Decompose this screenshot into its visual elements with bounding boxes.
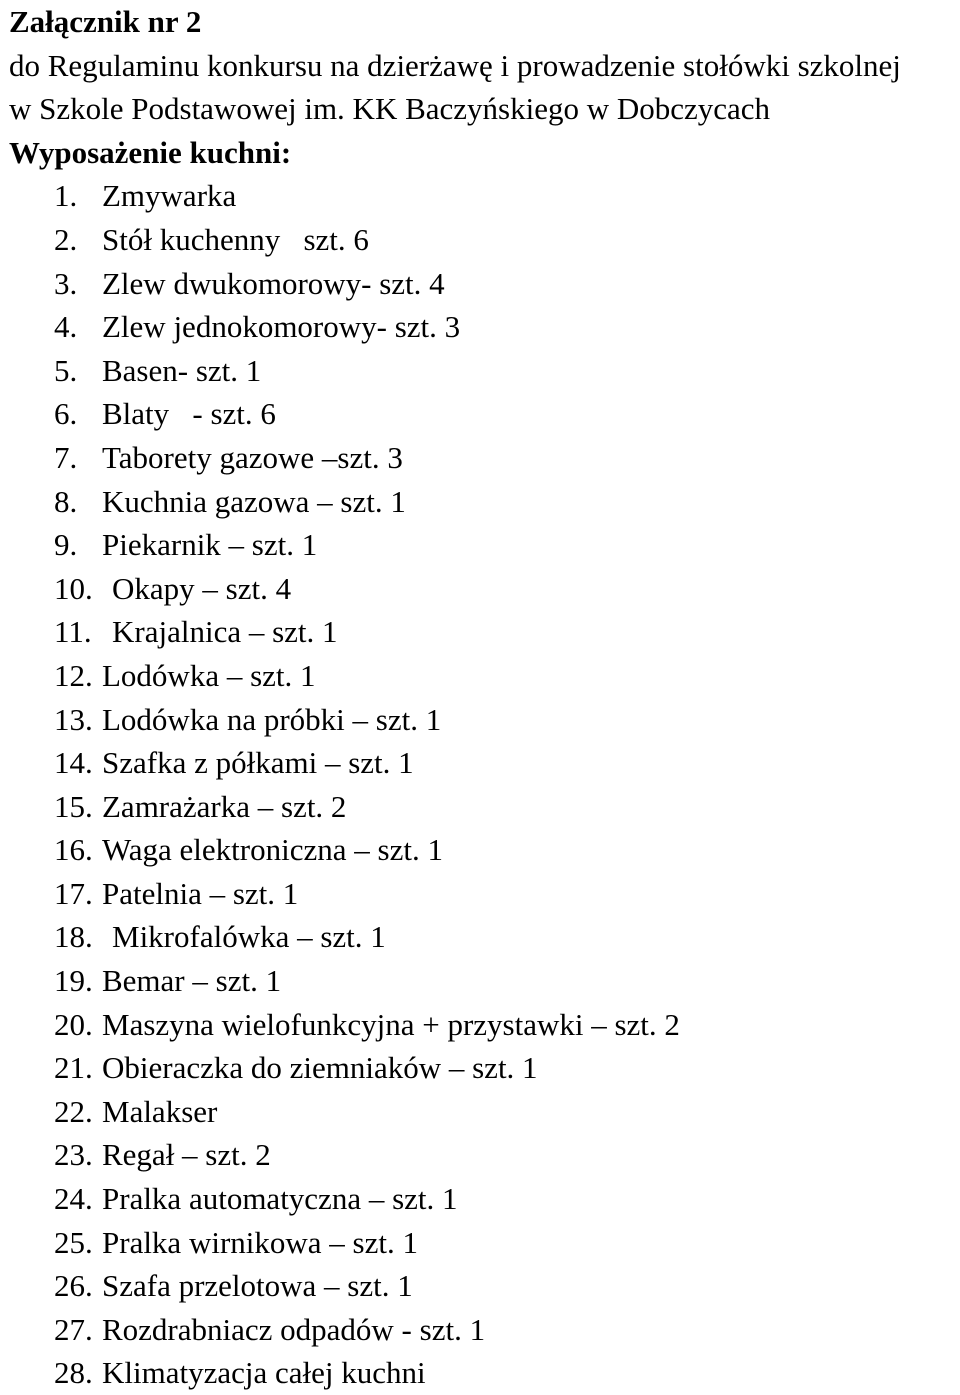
- item-text: Taborety gazowe –szt. 3: [102, 439, 403, 475]
- item-number: 23.: [54, 1137, 93, 1173]
- item-text: Okapy – szt. 4: [112, 570, 292, 606]
- list-item: [9, 610, 954, 654]
- item-number: 10.: [54, 570, 93, 606]
- item-number: 11.: [54, 614, 92, 650]
- list-item: [9, 1177, 954, 1221]
- document-page: [9, 0, 954, 1395]
- item-text: Szafka z półkami – szt. 1: [102, 745, 414, 781]
- list-item: [9, 436, 954, 480]
- item-number: 3.: [54, 265, 78, 301]
- list-item: [9, 828, 954, 872]
- equipment-list: [9, 174, 954, 1395]
- list-item: [9, 218, 954, 262]
- item-text: Lodówka – szt. 1: [102, 657, 316, 693]
- item-text: Regał – szt. 2: [102, 1137, 271, 1173]
- item-text: Zamrażarka – szt. 2: [102, 788, 347, 824]
- item-text: Patelnia – szt. 1: [102, 875, 299, 911]
- list-item: [9, 480, 954, 524]
- item-text: Zlew jednokomorowy- szt. 3: [102, 309, 461, 345]
- list-item: [9, 305, 954, 349]
- item-number: 26.: [54, 1268, 93, 1304]
- item-text: Malakser: [102, 1093, 218, 1129]
- list-item: [9, 872, 954, 916]
- list-item: [9, 174, 954, 218]
- item-text: Pralka automatyczna – szt. 1: [102, 1181, 458, 1217]
- item-text: Stół kuchenny szt. 6: [102, 221, 369, 257]
- list-item: [9, 785, 954, 829]
- item-number: 2.: [54, 221, 78, 257]
- list-item: [9, 1133, 954, 1177]
- item-number: 12.: [54, 657, 93, 693]
- list-item: [9, 1308, 954, 1352]
- item-number: 22.: [54, 1093, 93, 1129]
- list-item: [9, 698, 954, 742]
- item-number: 1.: [54, 178, 78, 214]
- item-text: Obieraczka do ziemniaków – szt. 1: [102, 1050, 538, 1086]
- item-number: 8.: [54, 483, 78, 519]
- item-text: Szafa przelotowa – szt. 1: [102, 1268, 413, 1304]
- item-number: 5.: [54, 352, 78, 388]
- regulation-line-2: w Szkole Podstawowej im. KK Baczyńskiego w Dobczycach: [9, 91, 771, 127]
- item-number: 24.: [54, 1181, 93, 1217]
- item-text: Mikrofalówka – szt. 1: [112, 919, 386, 955]
- list-item: [9, 1351, 954, 1395]
- regulation-line-1: do Regulaminu konkursu na dzierżawę i prowadzenie stołówki szkolnej: [9, 47, 901, 83]
- item-number: 21.: [54, 1050, 93, 1086]
- item-text: Rozdrabniacz odpadów - szt. 1: [102, 1311, 486, 1347]
- list-item: [9, 1221, 954, 1265]
- item-number: 28.: [54, 1355, 93, 1391]
- list-item: [9, 349, 954, 393]
- list-item: [9, 523, 954, 567]
- item-number: 7.: [54, 439, 78, 475]
- item-number: 15.: [54, 788, 93, 824]
- item-text: Waga elektroniczna – szt. 1: [102, 832, 443, 868]
- item-text: Basen- szt. 1: [102, 352, 262, 388]
- list-item: [9, 915, 954, 959]
- item-number: 27.: [54, 1311, 93, 1347]
- item-text: Klimatyzacja całej kuchni: [102, 1355, 426, 1391]
- item-text: Kuchnia gazowa – szt. 1: [102, 483, 406, 519]
- list-item: [9, 567, 954, 611]
- item-number: 17.: [54, 875, 93, 911]
- item-number: 25.: [54, 1224, 93, 1260]
- item-number: 19.: [54, 963, 93, 999]
- item-text: Zmywarka: [102, 178, 237, 214]
- list-item: [9, 1046, 954, 1090]
- list-item: [9, 959, 954, 1003]
- list-item: [9, 741, 954, 785]
- equipment-heading: Wyposażenie kuchni:: [9, 134, 292, 170]
- list-item: [9, 262, 954, 306]
- item-number: 13.: [54, 701, 93, 737]
- annex-title: Załącznik nr 2: [9, 4, 202, 39]
- item-number: 9.: [54, 527, 78, 563]
- item-text: Piekarnik – szt. 1: [102, 527, 318, 563]
- item-text: Blaty - szt. 6: [102, 396, 276, 432]
- item-text: Zlew dwukomorowy- szt. 4: [102, 265, 445, 301]
- list-item: [9, 392, 954, 436]
- item-number: 20.: [54, 1006, 93, 1042]
- item-number: 14.: [54, 745, 93, 781]
- item-number: 4.: [54, 309, 78, 345]
- item-text: Bemar – szt. 1: [102, 963, 282, 999]
- item-number: 6.: [54, 396, 78, 432]
- list-item: [9, 1003, 954, 1047]
- list-item: [9, 654, 954, 698]
- item-number: 18.: [54, 919, 93, 955]
- item-text: Maszyna wielofunkcyjna + przystawki – szt. 2: [102, 1006, 680, 1042]
- item-text: Lodówka na próbki – szt. 1: [102, 701, 442, 737]
- list-item: [9, 1264, 954, 1308]
- item-text: Krajalnica – szt. 1: [112, 614, 338, 650]
- item-number: 16.: [54, 832, 93, 868]
- item-text: Pralka wirnikowa – szt. 1: [102, 1224, 418, 1260]
- list-item: [9, 1090, 954, 1134]
